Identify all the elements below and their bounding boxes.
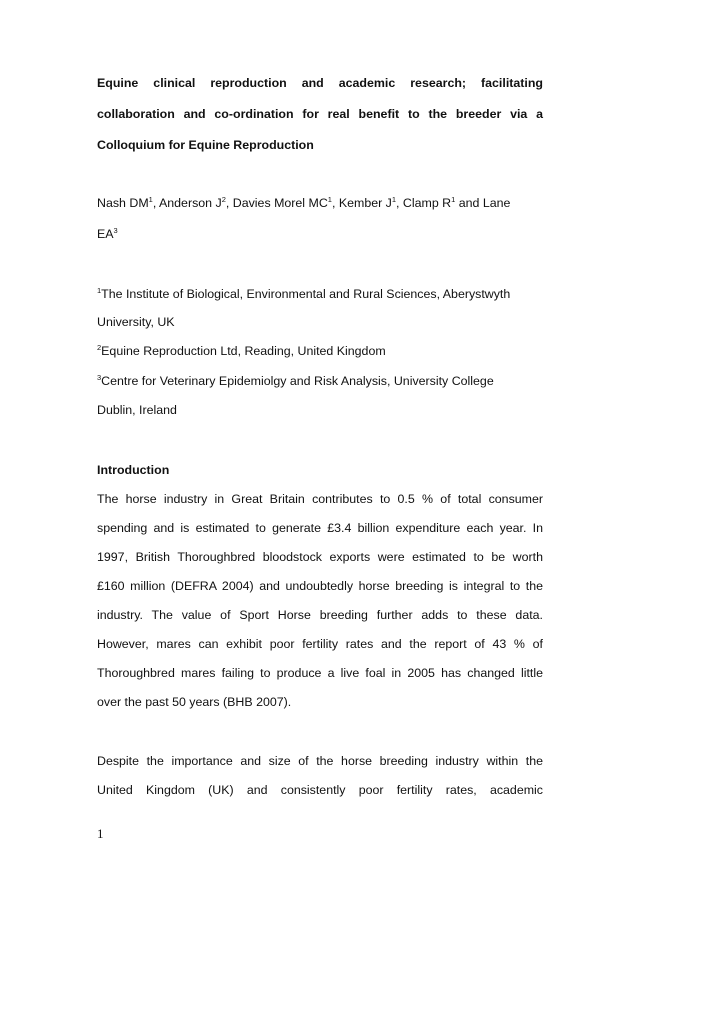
affiliation-1-line-2: University, UK	[97, 315, 175, 329]
paragraph-1-line: spending and is estimated to generate £3.4 billion expenditure each year. In	[97, 521, 543, 535]
paragraph-2-line: Despite the importance and size of the horse breeding industry within the	[97, 754, 543, 768]
title-line-3: Colloquium for Equine Reproduction	[97, 138, 314, 152]
paragraph-1-line: industry. The value of Sport Horse breeding further adds to these data.	[97, 608, 543, 622]
paragraph-1-line: The horse industry in Great Britain contributes to 0.5 % of total consumer	[97, 492, 543, 506]
paragraph-1-line: £160 million (DEFRA 2004) and undoubtedly horse breeding is integral to the	[97, 579, 543, 593]
title-line-2: collaboration and co-ordination for real benefit to the breeder via a	[97, 107, 543, 121]
title-line-1: Equine clinical reproduction and academic research; facilitating	[97, 76, 543, 90]
affiliation-1-line-1: $^1$The Institute of Biological, Environmental and Rural Sciences, Aberystwyth	[97, 286, 511, 301]
section-heading-introduction: Introduction	[97, 463, 170, 477]
authors-line-2: $EA^3$	[97, 226, 118, 241]
affiliation-3-line-1: $^3$Centre for Veterinary Epidemiolgy and Risk Analysis, University College	[97, 373, 494, 388]
paragraph-1-line: Thoroughbred mares failing to produce a live foal in 2005 has changed little	[97, 666, 543, 680]
page-number: 1	[97, 826, 104, 841]
paragraph-2-line: United Kingdom (UK) and consistently poor fertility rates, academic	[97, 783, 543, 797]
affiliation-2: $^2$Equine Reproduction Ltd, Reading, United Kingdom	[97, 343, 386, 358]
paragraph-1-line: over the past 50 years (BHB 2007).	[97, 695, 292, 709]
paragraph-1-line: However, mares can exhibit poor fertility rates and the report of 43 % of	[97, 637, 543, 651]
affiliation-3-line-2: Dublin, Ireland	[97, 403, 177, 417]
authors-line-1: Nash $DM^1$, Anderson $J^2$, Davies Morel $MC^1$, Kember $J^1$, Clamp $R^1$ and Lane	[97, 195, 511, 210]
paragraph-1-line: 1997, British Thoroughbred bloodstock exports were estimated to be worth	[97, 550, 543, 564]
